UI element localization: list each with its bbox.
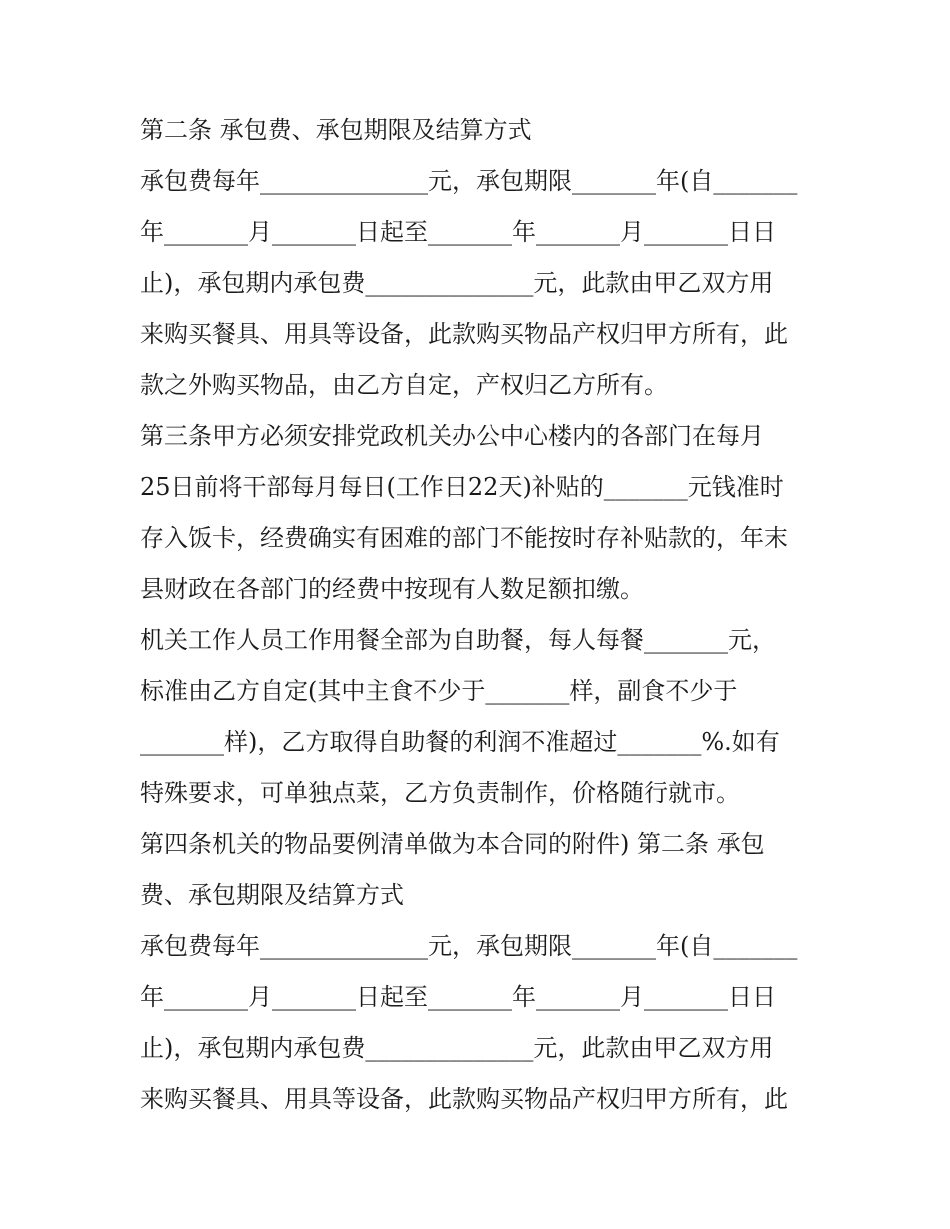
text-line: 承包费每年______________元，承包期限_______年(自_______ bbox=[140, 167, 798, 195]
text-line: 年_______月_______日起至_______年_______月_______日日 bbox=[140, 218, 776, 246]
text-line: 止)，承包期内承包费______________元，此款由甲乙双方用 bbox=[140, 1034, 774, 1062]
text-line: 特殊要求，可单独点菜，乙方负责制作，价格随行就市。 bbox=[140, 779, 740, 807]
text-line: 来购买餐具、用具等设备，此款购买物品产权归甲方所有，此 bbox=[140, 1085, 788, 1113]
text-line: 存入饭卡，经费确实有困难的部门不能按时存补贴款的，年末 bbox=[140, 524, 788, 552]
text-line: 费、承包期限及结算方式 bbox=[140, 881, 404, 909]
article-4-heading: 第四条机关的物品要例清单做为本合同的附件) 第二条 承包 bbox=[140, 830, 765, 858]
text-line: 县财政在各部门的经费中按现有人数足额扣缴。 bbox=[140, 575, 644, 603]
text-line: 来购买餐具、用具等设备，此款购买物品产权归甲方所有，此 bbox=[140, 320, 788, 348]
text-line: 止)，承包期内承包费______________元，此款由甲乙双方用 bbox=[140, 269, 774, 297]
text-line: 款之外购买物品，由乙方自定，产权归乙方所有。 bbox=[140, 371, 668, 399]
text-line: 机关工作人员工作用餐全部为自助餐，每人每餐_______元， bbox=[140, 626, 776, 654]
text-line: _______样)，乙方取得自助餐的利润不准超过_______%.如有 bbox=[140, 728, 780, 756]
text-line: 标准由乙方自定(其中主食不少于_______样，副食不少于 bbox=[140, 677, 738, 705]
text-line: 承包费每年______________元，承包期限_______年(自_______ bbox=[140, 932, 798, 960]
article-2-heading: 第二条 承包费、承包期限及结算方式 bbox=[140, 116, 532, 144]
text-line: 25日前将干部每月每日(工作日22天)补贴的_______元钱准时 bbox=[140, 473, 784, 501]
article-3-heading: 第三条甲方必须安排党政机关办公中心楼内的各部门在每月 bbox=[140, 422, 764, 450]
text-line: 年_______月_______日起至_______年_______月_______日日 bbox=[140, 983, 776, 1011]
